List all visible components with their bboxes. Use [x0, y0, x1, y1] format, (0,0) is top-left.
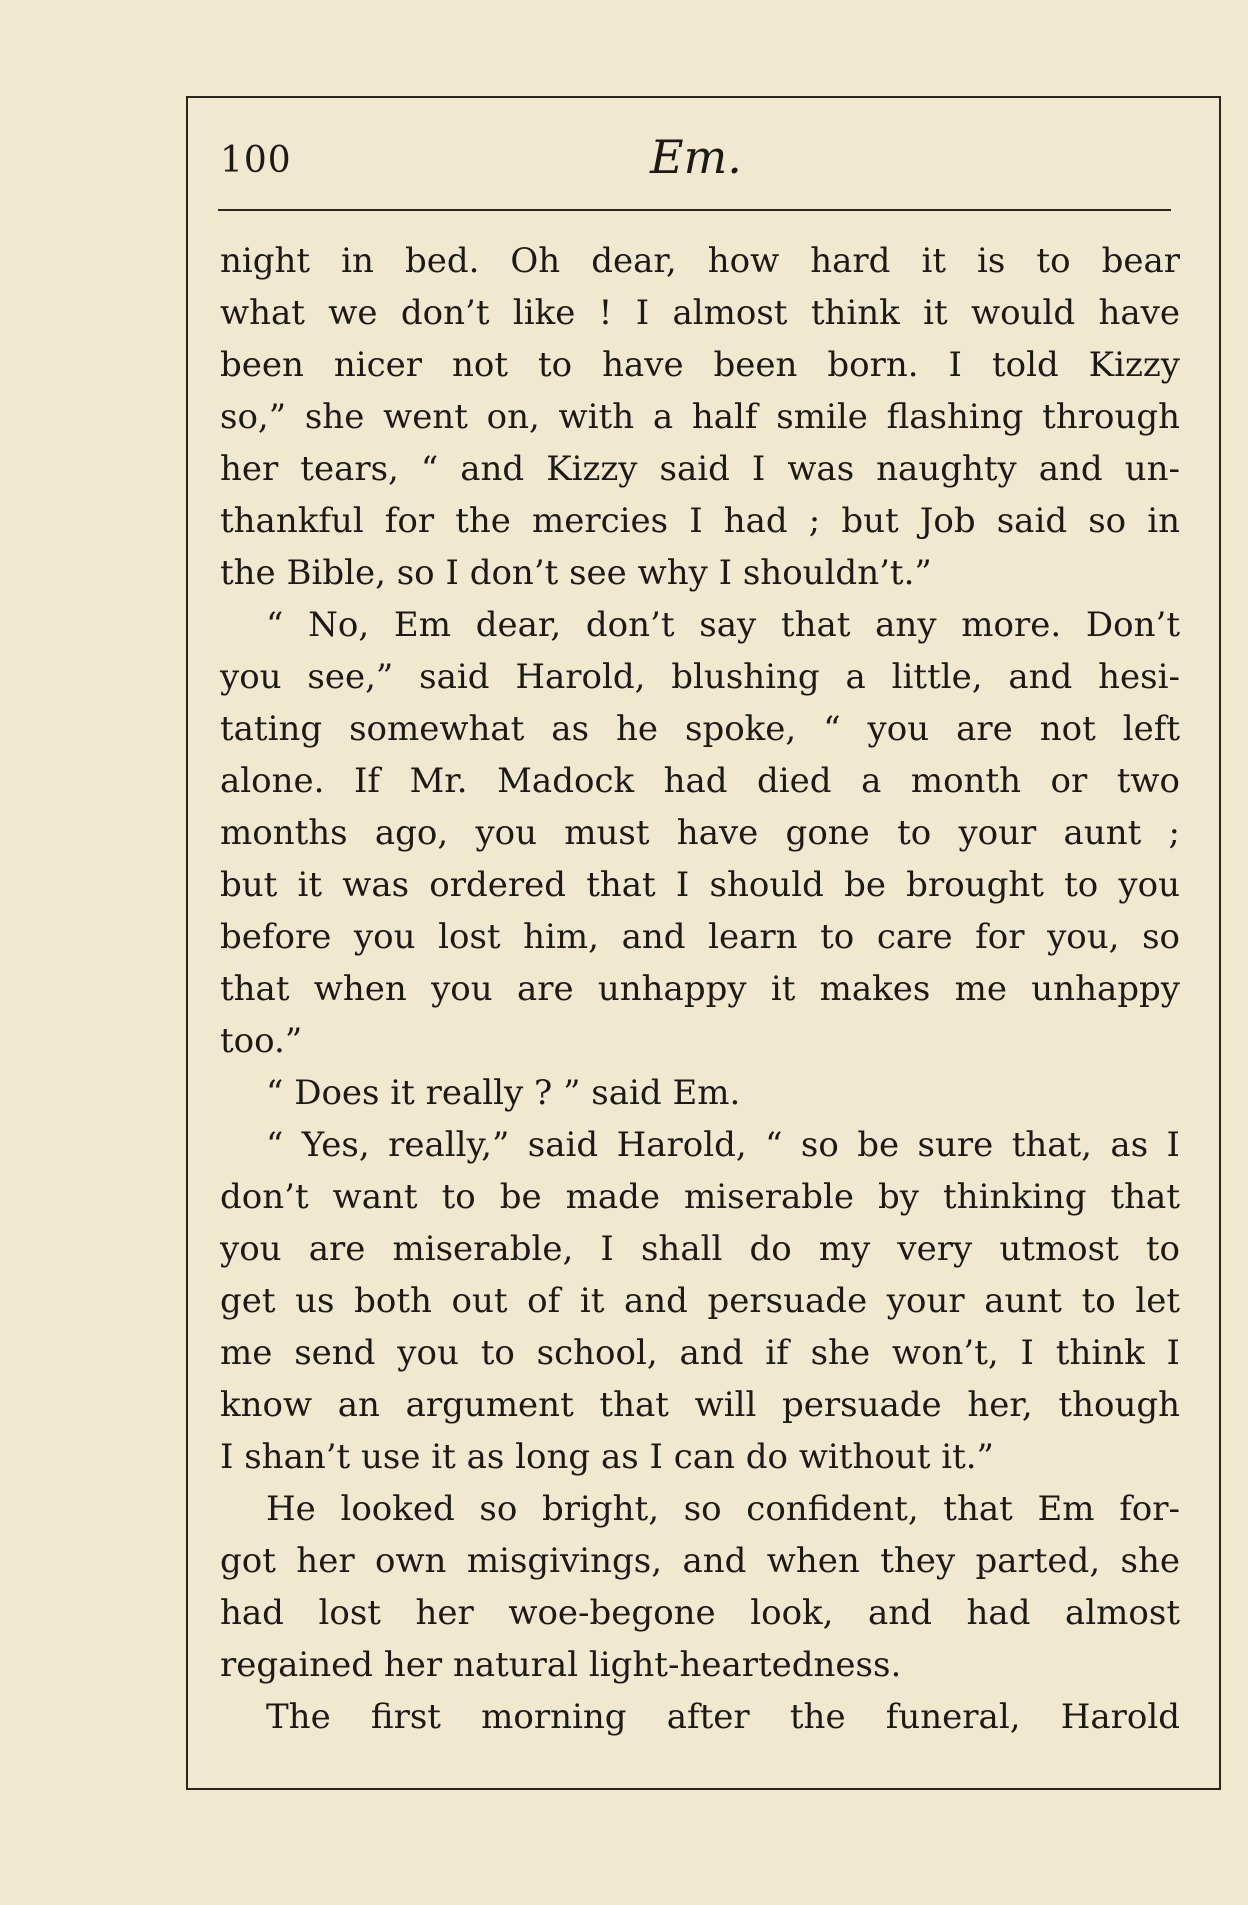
- text-line: thankful for the mercies I had ; but Job said so in: [220, 501, 1180, 541]
- text-line: got her own misgivings, and when they parted, she: [220, 1541, 1180, 1581]
- running-title: Em.: [650, 130, 742, 184]
- text-line: “ Does it really ? ” said Em.: [266, 1073, 741, 1113]
- page-number: 100: [220, 140, 292, 181]
- text-line: her tears, “ and Kizzy said I was naughty and un-: [220, 449, 1180, 489]
- page-header: [220, 130, 1175, 190]
- text-line: “ No, Em dear, don’t say that any more. Don’t: [266, 605, 1180, 645]
- text-line: “ Yes, really,” said Harold, “ so be sure that, as I: [266, 1125, 1180, 1165]
- text-line: the Bible, so I don’t see why I shouldn’t.”: [220, 553, 932, 593]
- text-line: don’t want to be made miserable by thinking that: [220, 1177, 1180, 1217]
- text-line: you are miserable, I shall do my very utmost to: [220, 1229, 1180, 1269]
- text-line: me send you to school, and if she won’t, I think I: [220, 1333, 1180, 1373]
- text-line: months ago, you must have gone to your aunt ;: [220, 813, 1180, 853]
- text-line: before you lost him, and learn to care for you, so: [220, 917, 1180, 957]
- body-text: [220, 235, 1180, 1743]
- text-line: tating somewhat as he spoke, “ you are not left: [220, 709, 1180, 749]
- text-line: The first morning after the funeral, Harold: [266, 1697, 1180, 1737]
- text-line: what we don’t like ! I almost think it would have: [220, 293, 1180, 333]
- text-line: been nicer not to have been born. I told Kizzy: [220, 345, 1180, 385]
- text-line: night in bed. Oh dear, how hard it is to bear: [220, 241, 1180, 281]
- text-line: get us both out of it and persuade your aunt to let: [220, 1281, 1180, 1321]
- text-line: had lost her woe-begone look, and had almost: [220, 1593, 1180, 1633]
- text-line: but it was ordered that I should be brought to you: [220, 865, 1180, 905]
- text-line: He looked so bright, so confident, that Em for-: [266, 1489, 1180, 1529]
- text-line: you see,” said Harold, blushing a little, and hesi-: [220, 657, 1180, 697]
- text-line: know an argument that will persuade her, though: [220, 1385, 1180, 1425]
- text-line: alone. If Mr. Madock had died a month or two: [220, 761, 1180, 801]
- text-line: that when you are unhappy it makes me unhappy: [220, 969, 1180, 1009]
- text-line: so,” she went on, with a half smile flashing through: [220, 397, 1180, 437]
- header-rule: [218, 209, 1171, 211]
- text-line: regained her natural light-heartedness.: [220, 1645, 902, 1685]
- text-line: too.”: [220, 1021, 303, 1061]
- text-line: I shan’t use it as long as I can do without it.”: [220, 1437, 994, 1477]
